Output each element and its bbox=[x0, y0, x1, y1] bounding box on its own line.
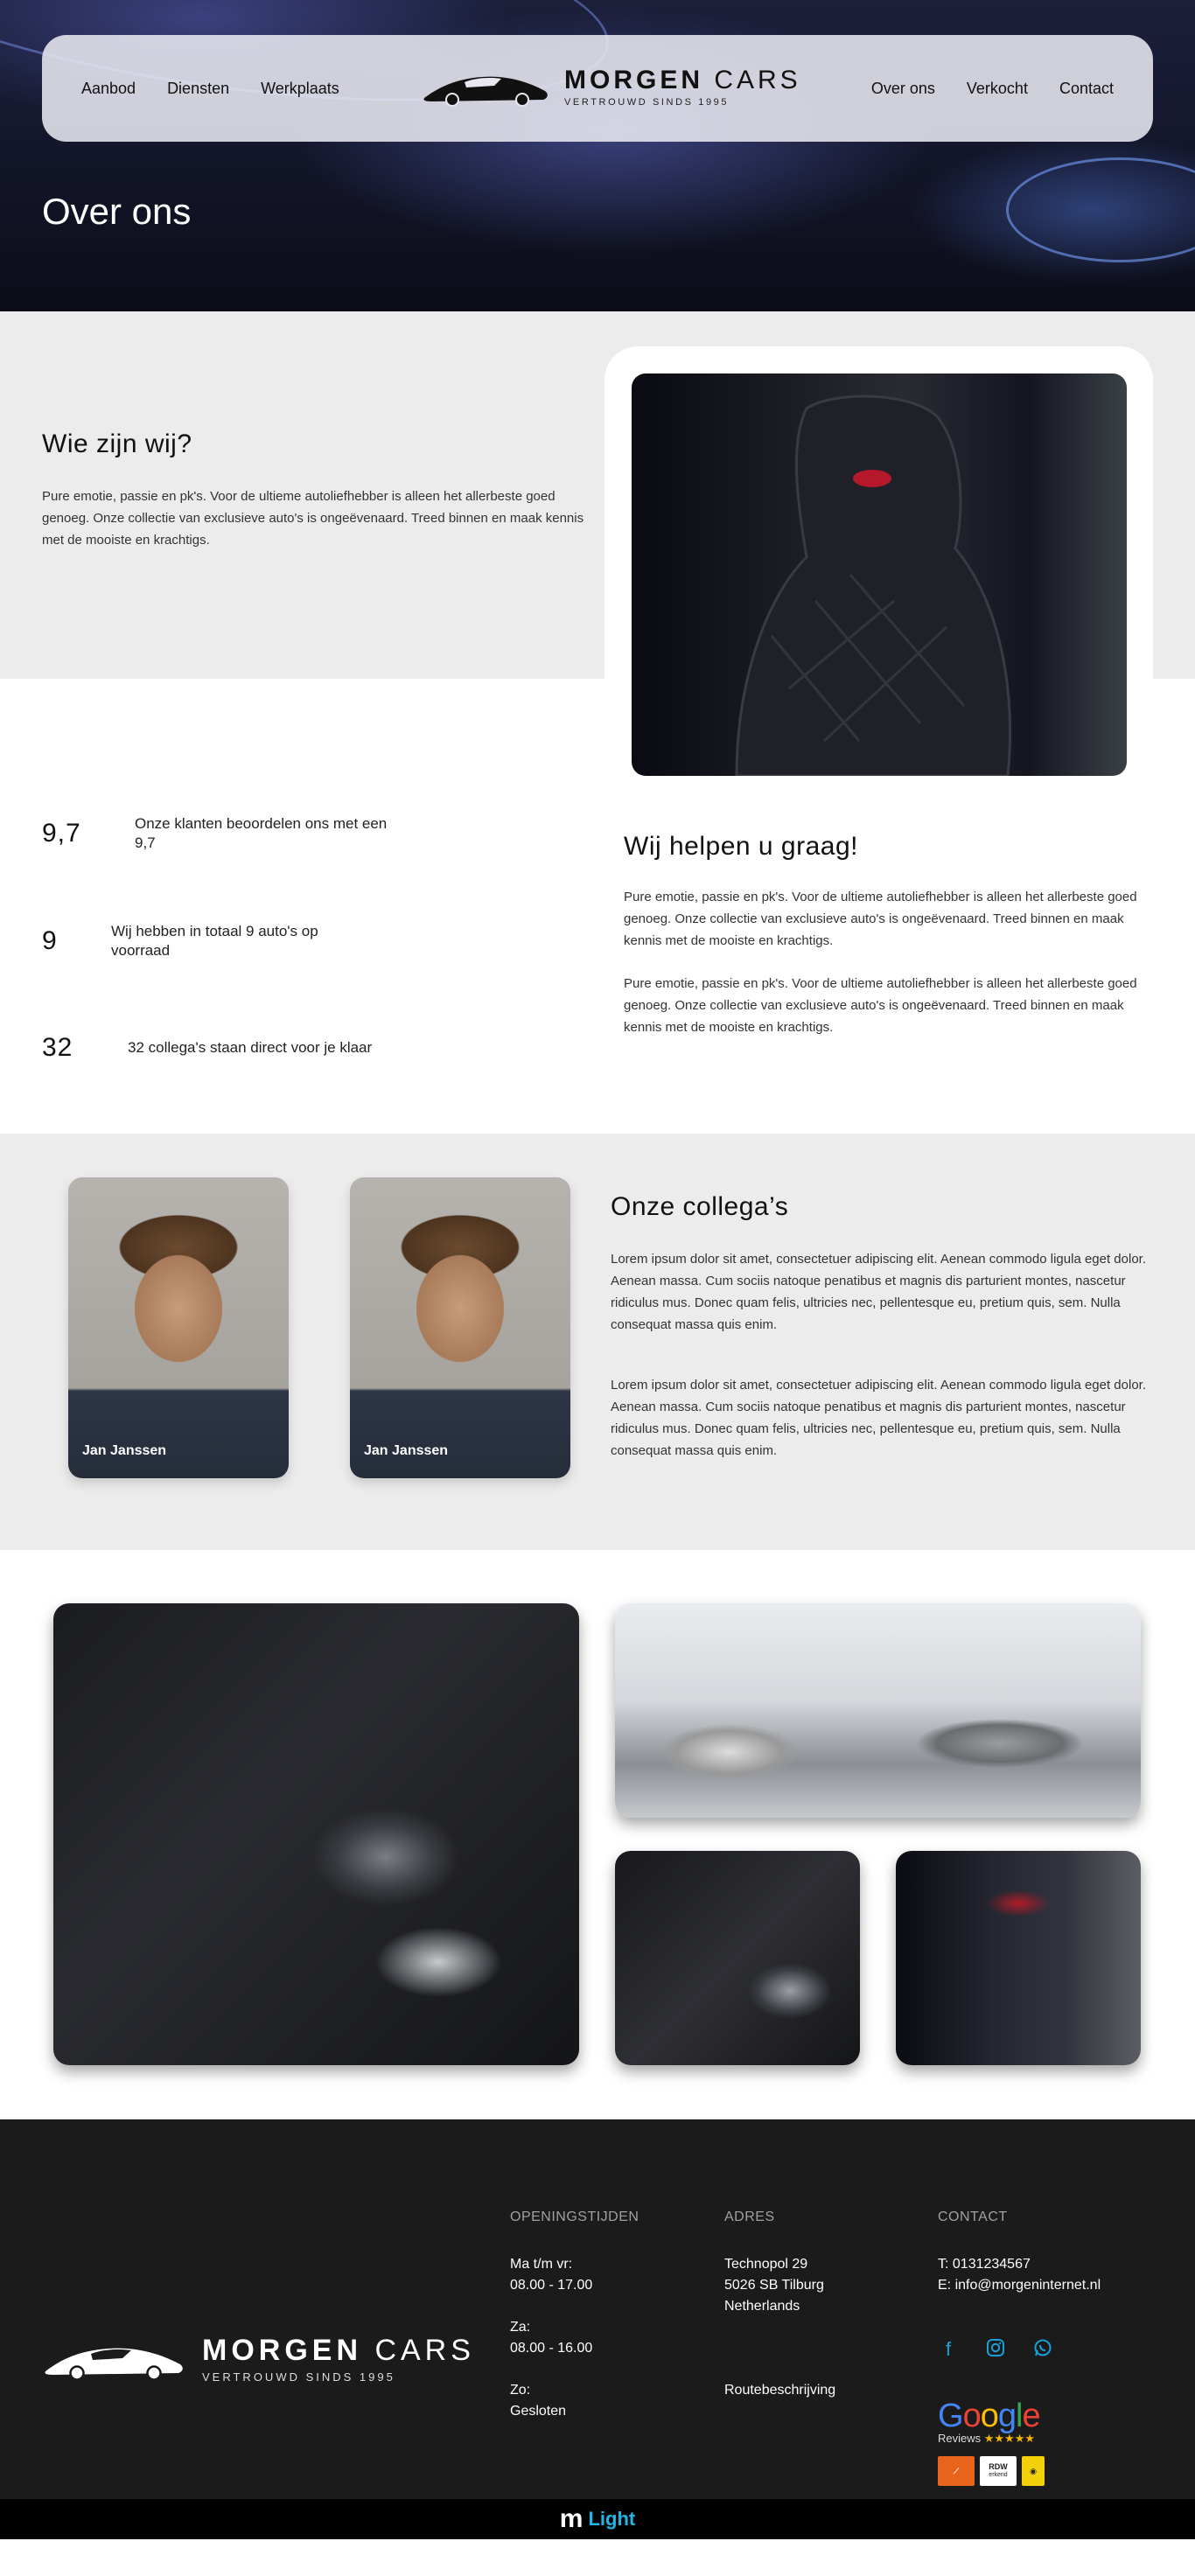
footer-hours-title: OPENINGSTIJDEN bbox=[510, 2209, 639, 2224]
hours-value: Gesloten bbox=[510, 2404, 567, 2419]
help-heading: Wij helpen u graag! bbox=[624, 832, 858, 861]
nav-link-verkocht[interactable]: Verkocht bbox=[966, 79, 1028, 97]
hours-label: Zo: bbox=[510, 2383, 531, 2398]
help-paragraph-2: Pure emotie, passie en pk's. Voor de ultieme autoliefhebber is alleen het allerbeste goed genoeg. Onze collectie van exclusieve auto's is ongeëvenaard. Treed binnen en maak kennis met de mooiste en krachtigs. bbox=[624, 976, 1137, 1035]
footer-contact-column bbox=[938, 2207, 1130, 2296]
hero-section bbox=[0, 0, 1195, 311]
colleague-card[interactable] bbox=[350, 1177, 570, 1478]
social-links bbox=[938, 2338, 1053, 2363]
address-line: Netherlands bbox=[724, 2299, 800, 2314]
site-footer bbox=[0, 2119, 1195, 2539]
colleague-card[interactable] bbox=[68, 1177, 289, 1478]
stat-number: 9,7 bbox=[42, 819, 81, 848]
who-paragraph: Pure emotie, passie en pk's. Voor de ultieme autoliefhebber is alleen het allerbeste goed genoeg. Onze collectie van exclusieve auto's is ongeëvenaard. Treed binnen en maak kennis met de mooiste en krachtigs. bbox=[42, 489, 584, 548]
footer-logo[interactable] bbox=[42, 2334, 475, 2384]
footer-address-column bbox=[724, 2207, 917, 2401]
stat-item bbox=[42, 922, 365, 960]
car-logo-icon bbox=[421, 65, 552, 108]
google-reviews-label: Reviews ★★★★★ bbox=[938, 2432, 1036, 2445]
footer-address-title: ADRES bbox=[724, 2209, 775, 2224]
nav-link-aanbod[interactable]: Aanbod bbox=[81, 79, 136, 97]
main-navigation bbox=[42, 35, 1153, 142]
logo-name: MORGEN CARS bbox=[564, 66, 801, 94]
who-heading: Wie zijn wij? bbox=[42, 429, 192, 458]
stat-number: 9 bbox=[42, 926, 58, 955]
stat-label: Onze klanten beoordelen ons met een 9,7 bbox=[135, 815, 388, 851]
page-title: Over ons bbox=[42, 191, 192, 232]
car-logo-icon bbox=[42, 2336, 186, 2382]
gallery-image-console[interactable] bbox=[615, 1851, 860, 2065]
stat-item bbox=[42, 814, 388, 853]
nav-link-werkplaats[interactable]: Werkplaats bbox=[261, 79, 339, 97]
contact-phone[interactable]: T: 0131234567 bbox=[938, 2257, 1031, 2272]
logo-tagline: VERTROUWD SINDS 1995 bbox=[564, 97, 730, 108]
gallery-section bbox=[0, 1550, 1195, 2119]
footer-logo-name: MORGEN CARS bbox=[202, 2334, 475, 2367]
who-text-block bbox=[42, 429, 590, 551]
hero-light-streak bbox=[1006, 157, 1195, 262]
footer-hours-column bbox=[510, 2207, 702, 2422]
route-link[interactable]: Routebeschrijving bbox=[724, 2383, 836, 2398]
colleagues-paragraph-1: Lorem ipsum dolor sit amet, consectetuer adipiscing elit. Aenean commodo ligula eget dolor. Aenean massa. Cum sociis natoque penatibus et magnis dis parturient montes, nascetur ridiculus mus. Donec quam felis, ultricies nec, pellentesque eu, pretium quis, sem. Nulla consequat massa quis enim. bbox=[611, 1252, 1147, 1332]
site-logo[interactable] bbox=[421, 65, 801, 108]
google-reviews-badge[interactable] bbox=[938, 2398, 1040, 2446]
who-section bbox=[0, 311, 1195, 1134]
stat-number: 32 bbox=[42, 1033, 73, 1062]
whatsapp-icon[interactable] bbox=[1032, 2338, 1053, 2363]
nav-left-group bbox=[81, 80, 339, 98]
address-line: Technopol 29 bbox=[724, 2257, 808, 2272]
certification-badges bbox=[938, 2456, 1045, 2486]
address-line: 5026 SB Tilburg bbox=[724, 2278, 824, 2293]
nav-link-contact[interactable]: Contact bbox=[1059, 79, 1114, 97]
help-text-block bbox=[624, 832, 1149, 1059]
seat-illustration bbox=[632, 373, 1127, 776]
bottom-credit-bar bbox=[0, 2499, 1195, 2539]
colleague-name: Jan Janssen bbox=[364, 1443, 449, 1458]
colleagues-paragraph-2: Lorem ipsum dolor sit amet, consectetuer adipiscing elit. Aenean commodo ligula eget dolor. Aenean massa. Cum sociis natoque penatibus et magnis dis parturient montes, nascetur ridiculus mus. Donec quam felis, ultricies nec, pellentesque eu, pretium quis, sem. Nulla consequat massa quis enim. bbox=[611, 1378, 1147, 1458]
help-paragraph-1: Pure emotie, passie en pk's. Voor de ultieme autoliefhebber is alleen het allerbeste goed genoeg. Onze collectie van exclusieve auto's is ongeëvenaard. Treed binnen en maak kennis met de mooiste en krachtigs. bbox=[624, 890, 1137, 948]
keurmerk-badge-icon: ◉ bbox=[1022, 2456, 1045, 2486]
hours-value: 08.00 - 16.00 bbox=[510, 2341, 593, 2356]
stat-item bbox=[42, 1033, 425, 1063]
car-seat-image bbox=[632, 373, 1127, 776]
nav-link-over-ons[interactable]: Over ons bbox=[870, 79, 935, 97]
rdw-badge: RDW erkend bbox=[980, 2456, 1017, 2486]
colleagues-heading: Onze collega’s bbox=[611, 1192, 789, 1221]
contact-email[interactable]: E: info@morgeninternet.nl bbox=[938, 2278, 1101, 2293]
colleague-name: Jan Janssen bbox=[82, 1443, 167, 1458]
credit-brand[interactable]: Light bbox=[588, 2508, 636, 2530]
colleagues-section bbox=[0, 1134, 1195, 1550]
stat-label: Wij hebben in totaal 9 auto's op voorraad bbox=[111, 923, 318, 959]
m-light-logo-icon: m bbox=[559, 2504, 584, 2533]
nav-link-diensten[interactable]: Diensten bbox=[167, 79, 230, 97]
nav-right-group bbox=[871, 80, 1114, 98]
footer-logo-tagline: VERTROUWD SINDS 1995 bbox=[202, 2370, 395, 2384]
gallery-image-showroom-cars[interactable] bbox=[615, 1603, 1141, 1818]
stat-label: 32 collega's staan direct voor je klaar bbox=[128, 1039, 373, 1056]
hours-label: Za: bbox=[510, 2320, 531, 2335]
footer-contact-title: CONTACT bbox=[938, 2209, 1008, 2224]
google-wordmark: Google bbox=[938, 2398, 1040, 2434]
hours-value: 08.00 - 17.00 bbox=[510, 2278, 593, 2293]
instagram-icon[interactable] bbox=[985, 2338, 1006, 2363]
colleagues-text-block bbox=[611, 1192, 1146, 1500]
gallery-image-gear-shift[interactable] bbox=[53, 1603, 579, 2065]
facebook-icon[interactable]: f bbox=[945, 2338, 952, 2360]
bovag-badge-icon: ⟋ bbox=[938, 2456, 975, 2486]
hours-label: Ma t/m vr: bbox=[510, 2257, 573, 2272]
gallery-image-seat[interactable] bbox=[896, 1851, 1141, 2065]
